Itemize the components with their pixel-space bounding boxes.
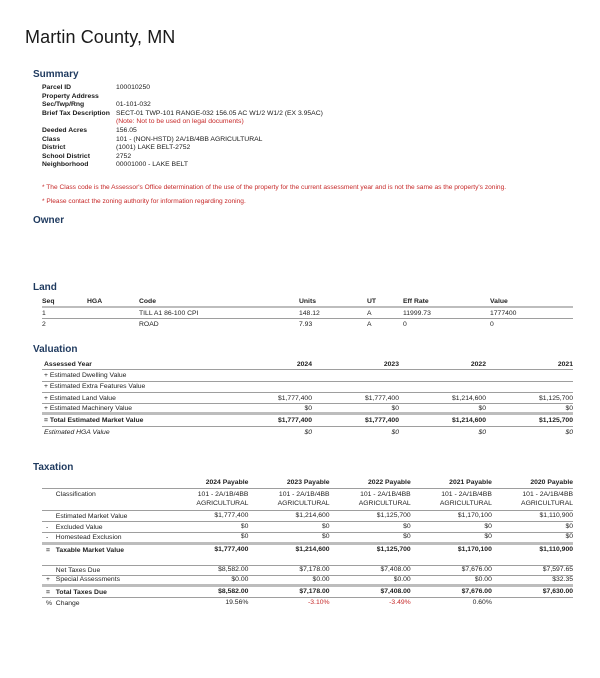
taxation-value: $0.00 <box>393 575 411 583</box>
valuation-row <box>42 427 573 438</box>
summary-row <box>42 144 323 153</box>
valuation-value: $0 <box>478 428 486 436</box>
valuation-value: $0 <box>391 404 399 412</box>
valuation-table <box>42 359 573 438</box>
classification-type: AGRICULTURAL <box>521 499 574 507</box>
classification-value <box>154 491 249 508</box>
taxation-value: $0 <box>565 533 574 540</box>
taxation-year: 2022 Payable <box>368 478 411 486</box>
land-header-cell: Seq <box>42 298 55 305</box>
valuation-row <box>42 404 573 415</box>
taxation-value: 19.56% <box>225 599 249 607</box>
valuation-header-label: Assessed Year <box>44 360 92 368</box>
valuation-value: $1,777,400 <box>364 394 399 402</box>
classification-type: AGRICULTURAL <box>358 499 411 507</box>
summary-label <box>42 118 116 127</box>
valuation-label: + Estimated Extra Features Value <box>44 383 146 391</box>
land-header-cell: Code <box>139 298 156 305</box>
taxation-value: $0 <box>322 533 330 540</box>
taxation-value: $1,777,400 <box>214 545 249 553</box>
classification-code: 101 - 2A/1B/4BB <box>360 491 411 498</box>
taxation-row <box>42 522 573 533</box>
summary-label: Parcel ID <box>42 84 72 91</box>
summary-label: Property Address <box>42 92 99 100</box>
classification-type: AGRICULTURAL <box>277 499 330 507</box>
valuation-value: $1,777,400 <box>277 394 312 402</box>
valuation-label: Estimated HGA Value <box>44 428 110 436</box>
taxation-op: = <box>46 546 50 554</box>
summary-table <box>42 84 323 170</box>
taxation-label: Change <box>55 600 80 607</box>
taxation-value: $0 <box>240 522 249 530</box>
land-cell: 0 <box>403 321 407 328</box>
taxation-value: $0 <box>322 522 330 530</box>
taxation-row <box>42 576 573 588</box>
page-title: Martin County, MN <box>25 27 176 47</box>
land-cell: 2 <box>42 321 46 328</box>
taxation-row <box>42 598 573 609</box>
legal-note: (Note: Not to be used on legal documents) <box>116 118 244 126</box>
classification-value <box>248 491 329 508</box>
land-cell: 7.93 <box>299 321 313 328</box>
valuation-label: + Estimated Machinery Value <box>44 404 133 412</box>
class-code-disclaimer: * The Class code is the Assessor's Office determination of the use of the property for the current assessment year and is not the same as the property's zoning. <box>42 184 507 191</box>
summary-value: 00001000 - LAKE BELT <box>116 161 189 169</box>
summary-label: Neighborhood <box>42 161 89 169</box>
valuation-label: = Total Estimated Market Value <box>44 417 144 425</box>
valuation-year: 2024 <box>296 360 312 368</box>
taxation-value: $1,214,600 <box>295 511 330 519</box>
taxation-value: $1,170,100 <box>457 545 492 553</box>
land-cell: 11999.73 <box>403 309 431 317</box>
taxation-value: $0 <box>484 522 492 530</box>
valuation-row <box>42 382 573 393</box>
taxation-header-row <box>42 478 573 489</box>
valuation-label: + Estimated Land Value <box>44 394 116 402</box>
classification-code: 101 - 2A/1B/4BB <box>522 491 574 498</box>
summary-value: 2752 <box>116 152 132 160</box>
classification-value <box>411 491 492 508</box>
valuation-value: $0 <box>565 428 573 436</box>
taxation-value: $0.00 <box>231 575 249 583</box>
valuation-row <box>42 370 573 381</box>
taxation-value: $0 <box>403 533 411 540</box>
valuation-value: $0 <box>478 404 486 412</box>
taxation-label: Net Taxes Due <box>55 566 101 574</box>
taxation-section-title: Taxation <box>33 462 74 473</box>
valuation-value: $0 <box>304 428 312 436</box>
summary-row <box>42 153 323 162</box>
taxation-value: $0 <box>484 533 492 540</box>
taxation-label: Excluded Value <box>55 523 103 531</box>
valuation-year: 2022 <box>470 360 486 368</box>
taxation-value: $1,777,400 <box>214 511 249 519</box>
taxation-value: $8,582.00 <box>218 565 249 573</box>
valuation-value: $1,214,600 <box>451 417 486 425</box>
valuation-row <box>42 415 573 426</box>
taxation-year: 2024 Payable <box>205 478 249 486</box>
valuation-year: 2021 <box>557 360 573 368</box>
taxation-op: - <box>46 533 49 541</box>
classification-row <box>42 489 573 511</box>
summary-row <box>42 93 323 102</box>
zoning-disclaimer: * Please contact the zoning authority for information regarding zoning. <box>42 198 246 205</box>
taxation-row <box>42 587 573 598</box>
taxation-value: 0.60% <box>472 599 492 607</box>
taxation-value: $7,676.00 <box>461 565 492 573</box>
taxation-value: $1,125,700 <box>376 545 411 553</box>
summary-value: 156.05 <box>116 126 137 134</box>
taxation-year: 2023 Payable <box>286 478 330 486</box>
summary-value: (1001) LAKE BELT-2752 <box>116 144 191 152</box>
valuation-label: + Estimated Dwelling Value <box>44 371 127 379</box>
land-cell: 1777400 <box>490 309 517 317</box>
summary-label: Brief Tax Description <box>42 109 110 117</box>
taxation-value: $7,630.00 <box>542 587 574 595</box>
summary-label: Deeded Acres <box>42 126 88 134</box>
summary-row <box>42 101 323 110</box>
classification-type: AGRICULTURAL <box>439 499 492 507</box>
taxation-label: Estimated Market Value <box>55 512 128 520</box>
land-header-cell: Value <box>490 298 508 305</box>
taxation-year: 2020 Payable <box>530 478 574 486</box>
land-table <box>42 297 573 330</box>
taxation-label: Special Assessments <box>55 576 121 584</box>
taxation-value: $1,110,900 <box>539 545 574 553</box>
summary-label: School District <box>42 152 90 160</box>
taxation-row <box>42 511 573 522</box>
land-cell: A <box>367 321 372 328</box>
taxation-value: $1,170,100 <box>457 511 492 519</box>
taxation-value: $8,582.00 <box>218 587 249 595</box>
summary-row <box>42 161 323 170</box>
summary-value: 01-101-032 <box>116 101 151 109</box>
land-header-row <box>42 297 573 308</box>
taxation-op: + <box>46 576 50 584</box>
valuation-section-title: Valuation <box>33 344 78 355</box>
valuation-value: $1,125,700 <box>538 417 573 425</box>
taxation-op: = <box>46 588 50 596</box>
land-section-title: Land <box>33 282 57 293</box>
classification-code: 101 - 2A/1B/4BB <box>197 491 249 498</box>
summary-row <box>42 110 323 119</box>
land-row <box>42 319 573 330</box>
classification-code: 101 - 2A/1B/4BB <box>441 491 492 498</box>
taxation-value: $7,178.00 <box>299 565 330 573</box>
land-cell: TILL A1 86-100 CPI <box>139 309 199 317</box>
summary-value: 100010250 <box>116 84 151 91</box>
taxation-label: Taxable Market Value <box>55 546 125 554</box>
classification-code: 101 - 2A/1B/4BB <box>278 491 330 498</box>
land-cell: ROAD <box>139 321 159 328</box>
taxation-row <box>42 533 573 545</box>
land-cell: 148.12 <box>299 309 320 317</box>
taxation-value: $1,110,900 <box>539 511 574 519</box>
summary-label: Class <box>42 135 61 143</box>
taxation-value: -3.10% <box>308 599 330 607</box>
taxation-value: $7,408.00 <box>380 565 411 573</box>
valuation-year: 2023 <box>383 360 399 368</box>
valuation-header-row <box>42 359 573 370</box>
summary-row <box>42 118 323 127</box>
classification-type: AGRICULTURAL <box>196 499 249 507</box>
classification-value <box>492 491 573 508</box>
land-cell: 0 <box>490 321 494 328</box>
valuation-value: $1,777,400 <box>364 417 399 425</box>
classification-value <box>330 491 411 508</box>
summary-value: 101 - (NON-HSTD) 2A/1B/4BB AGRICULTURAL <box>116 135 263 143</box>
taxation-value: $7,178.00 <box>299 587 330 595</box>
taxation-value: $7,597.65 <box>542 565 574 573</box>
taxation-op: % <box>46 600 53 607</box>
land-header-cell: UT <box>367 298 377 305</box>
taxation-label: Homestead Exclusion <box>55 533 122 541</box>
land-header-cell: HGA <box>87 298 103 305</box>
taxation-value: $0 <box>240 533 249 540</box>
summary-row <box>42 136 323 145</box>
taxation-value: $7,408.00 <box>380 587 411 595</box>
classification-label: Classification <box>55 491 96 498</box>
land-cell: A <box>367 309 372 317</box>
taxation-label: Total Taxes Due <box>55 588 107 596</box>
valuation-value: $0 <box>565 404 573 412</box>
taxation-row <box>42 545 573 556</box>
valuation-value: $1,777,400 <box>277 417 312 425</box>
summary-value: SECT-01 TWP-101 RANGE-032 156.05 AC W1/2 W1/2 (EX 3.95AC) <box>116 109 323 117</box>
taxation-value: $0 <box>403 522 411 530</box>
taxation-op: - <box>46 523 49 531</box>
land-header-cell: Units <box>299 298 316 305</box>
land-header-cell: Eff Rate <box>403 298 429 305</box>
taxation-table <box>42 478 573 609</box>
land-row <box>42 308 573 319</box>
valuation-value: $0 <box>304 404 312 412</box>
summary-row <box>42 84 323 93</box>
taxation-value: $0.00 <box>474 575 492 583</box>
valuation-value: $1,214,600 <box>451 394 486 402</box>
summary-row <box>42 127 323 136</box>
valuation-row <box>42 393 573 404</box>
taxation-row <box>42 565 573 576</box>
taxation-value: $32.35 <box>552 575 574 583</box>
taxation-value: $7,676.00 <box>461 587 492 595</box>
taxation-year: 2021 Payable <box>449 478 492 486</box>
taxation-value: -3.49% <box>389 599 411 607</box>
summary-label: Sec/Twp/Rng <box>42 101 85 109</box>
summary-section-title: Summary <box>33 69 79 80</box>
taxation-value: $1,125,700 <box>376 511 411 519</box>
valuation-value: $0 <box>391 428 399 436</box>
owner-section-title: Owner <box>33 215 65 226</box>
taxation-value: $0 <box>565 522 574 530</box>
valuation-value: $1,125,700 <box>538 394 573 402</box>
summary-label: District <box>42 144 66 152</box>
taxation-value: $0.00 <box>312 575 330 583</box>
land-cell: 1 <box>42 309 46 317</box>
taxation-value: $1,214,600 <box>295 545 330 553</box>
